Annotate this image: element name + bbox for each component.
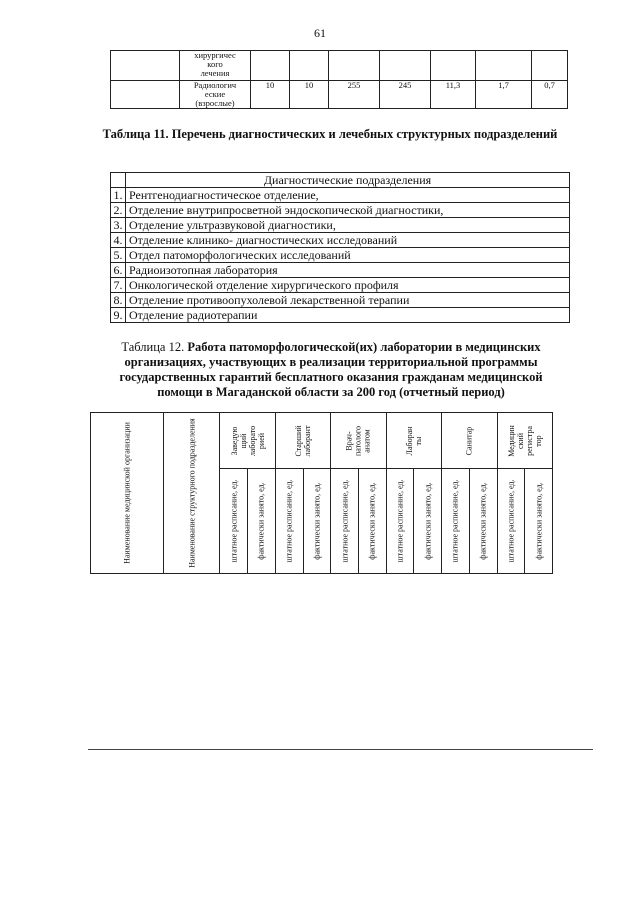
table-row: 2. Отделение внутрипросветной эндоскопической диагностики,: [111, 203, 570, 218]
subheader-planned: штатное расписание, ед.: [386, 469, 414, 574]
table-cell: 11,3: [431, 81, 476, 109]
subheader-planned: штатное расписание, ед.: [442, 469, 470, 574]
subheader-actual: фактически занято, ед.: [414, 469, 442, 574]
column-header-organization: Наименование медицинской организации: [91, 413, 164, 574]
subheader-actual: фактически занято, ед.: [248, 469, 276, 574]
subheader-planned: штатное расписание, ед.: [331, 469, 359, 574]
fragment-row-label: Радиологич еские (взрослые): [180, 81, 251, 109]
column-group-senior-lab: Старший лаборант: [275, 413, 330, 469]
table11: [110, 172, 570, 323]
table11-header: Диагностические подразделения: [126, 173, 570, 188]
table-row: 9. Отделение радиотерапии: [111, 308, 570, 323]
table-cell: 0,7: [532, 81, 568, 109]
table-row: 5. Отдел патоморфологических исследований: [111, 248, 570, 263]
subheader-actual: фактически занято, ед.: [358, 469, 386, 574]
table11-title: Таблица 11. Перечень диагностических и лечебных структурных подразделений: [102, 127, 558, 141]
table-row: 3. Отделение ультразвуковой диагностики,: [111, 218, 570, 233]
subheader-actual: фактически занято, ед.: [525, 469, 553, 574]
table-cell: 10: [290, 81, 329, 109]
table12-title: Таблица 12. Работа патоморфологической(их) лаборатории в медицинских организациях, участвующих в реализации территориальной программы государственных гарантий бесплатного оказания гражданам медицинской помощи в Магаданской области за 200 год (отчетный период): [119, 340, 543, 399]
table-row: 7. Онкологической отделение хирургического профиля: [111, 278, 570, 293]
subheader-planned: штатное расписание, ед.: [275, 469, 303, 574]
table-cell: 245: [380, 81, 431, 109]
table-cell: 255: [329, 81, 380, 109]
column-group-registrar: Медицин ский регистра тор: [497, 413, 552, 469]
table-row: 4. Отделение клинико- диагностических исследований: [111, 233, 570, 248]
column-group-pathologist: Врач- патолого анатом: [331, 413, 386, 469]
column-group-orderly: Санитар: [442, 413, 497, 469]
table-cell: 10: [251, 81, 290, 109]
fragment-row-label: хирургичес кого лечения: [180, 51, 251, 81]
footer-rule: [88, 749, 593, 750]
column-group-lab-assistants: Лаборан ты: [386, 413, 441, 469]
page-number: 61: [314, 26, 326, 40]
column-group-head: Заведую щий лаборато рией: [220, 413, 275, 469]
table-cell: 1,7: [476, 81, 532, 109]
subheader-actual: фактически занято, ед.: [303, 469, 331, 574]
subheader-planned: штатное расписание, ед.: [497, 469, 525, 574]
table-row: 8. Отделение противоопухолевой лекарственной терапии: [111, 293, 570, 308]
table-row: 6. Радиоизотопная лаборатория: [111, 263, 570, 278]
previous-table-fragment: [110, 50, 568, 109]
subheader-planned: штатное расписание, ед.: [220, 469, 248, 574]
column-header-unit: Наименование структурного подразделения: [163, 413, 219, 574]
table-row: 1. Рентгенодиагностическое отделение,: [111, 188, 570, 203]
subheader-actual: фактически занято, ед.: [469, 469, 497, 574]
table12: [90, 412, 553, 574]
